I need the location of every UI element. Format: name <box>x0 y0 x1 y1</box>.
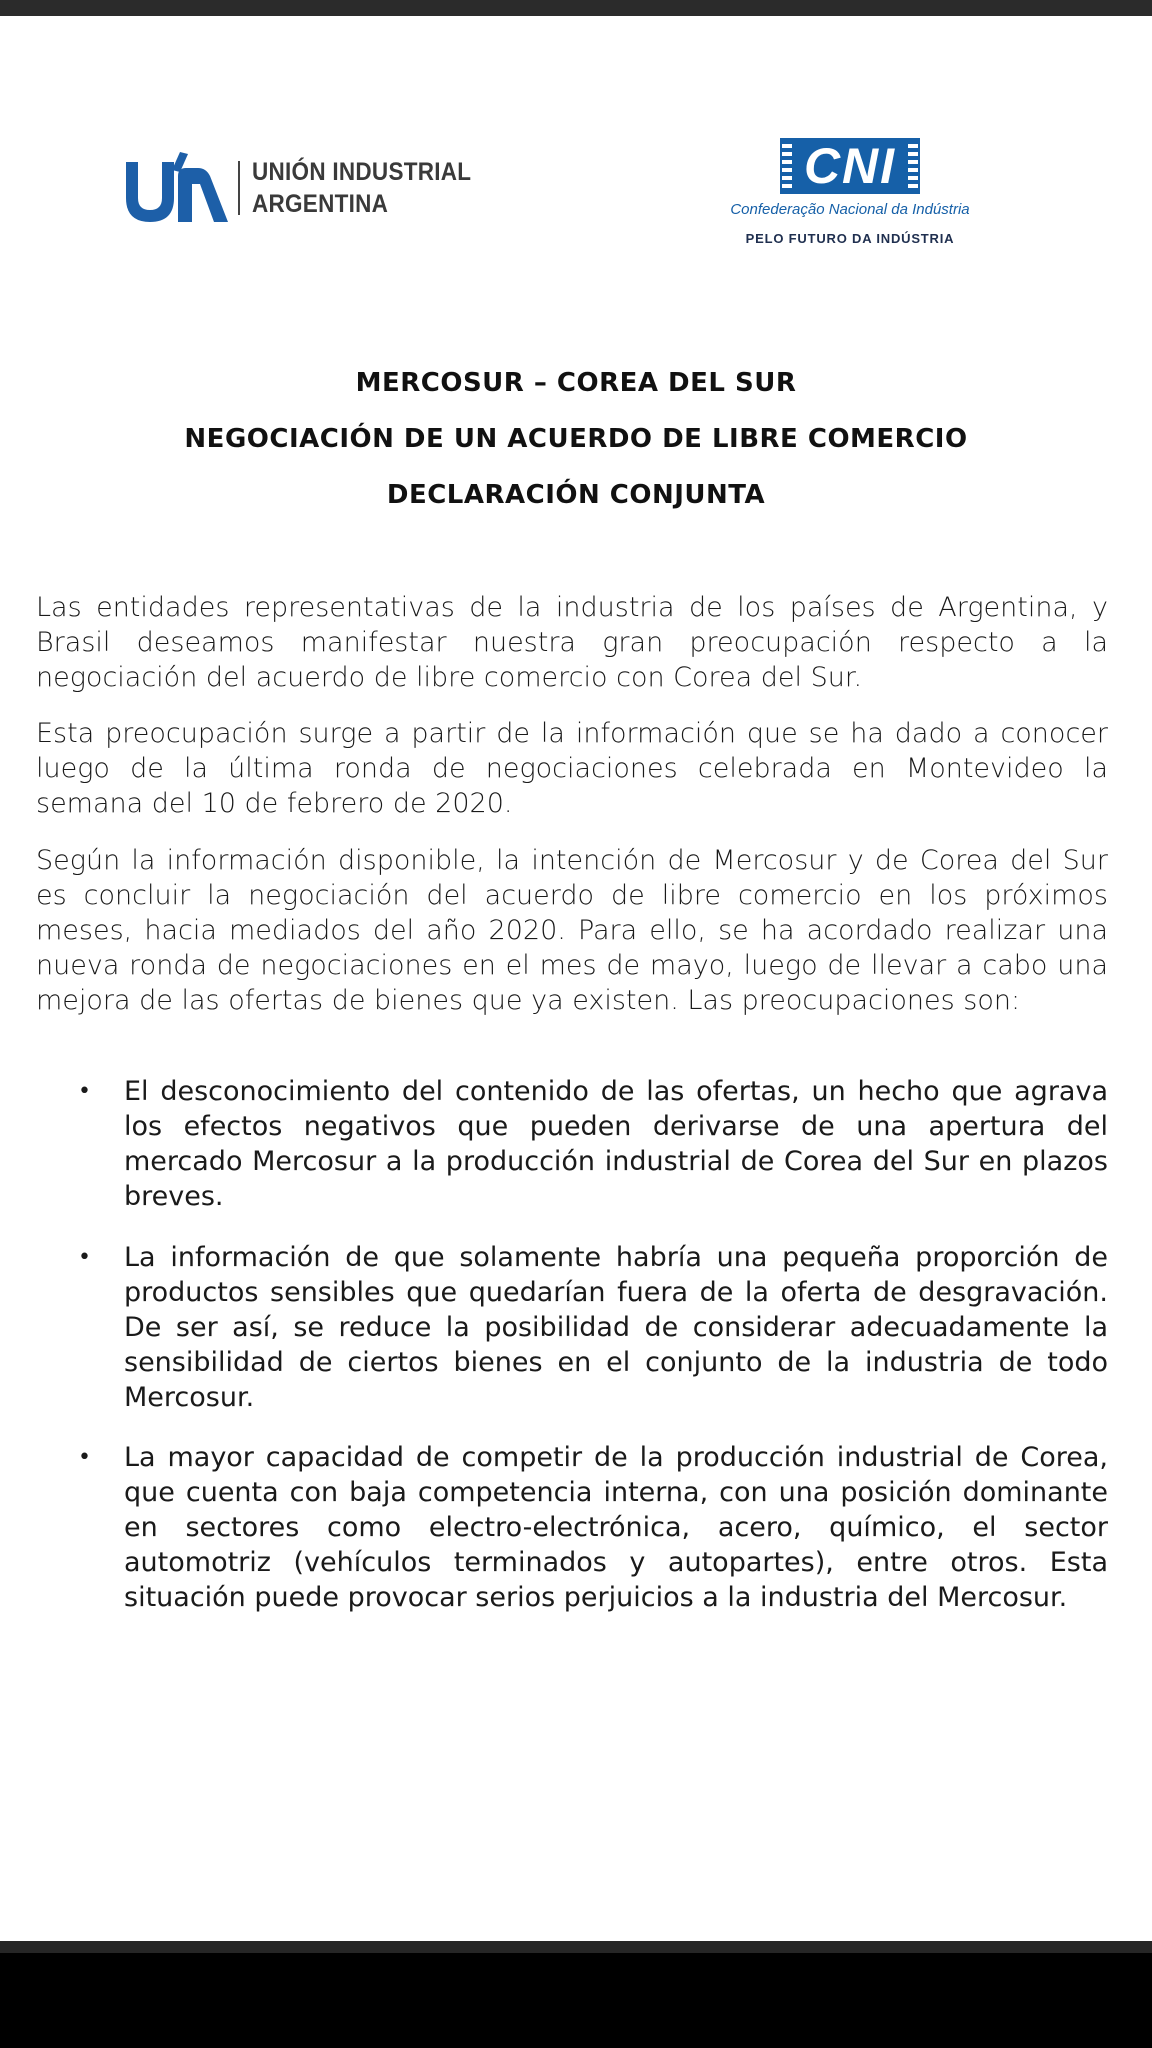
cni-name: Confederação Nacional da Indústria <box>730 201 970 218</box>
uia-logo <box>122 148 496 228</box>
paragraph-1: Las entidades representativas de la industria de los países de Argentina, y Brasil deseamos manifestar nuestra gran preocupación respecto a la negociación del acuerdo de libre comercio con Corea del Sur. <box>36 592 1108 693</box>
top-status-bar <box>0 0 1152 16</box>
cni-stripes-left <box>782 144 792 188</box>
cni-wordmark-box <box>780 138 920 194</box>
uia-mark-icon <box>122 148 232 228</box>
bullet-marker: • <box>78 1245 91 1270</box>
bullet-marker: • <box>78 1079 91 1104</box>
cni-tagline: PELO FUTURO DA INDÚSTRIA <box>745 231 955 246</box>
bullet-marker: • <box>78 1445 91 1470</box>
uia-wordmark <box>252 156 471 220</box>
title-negociacion: NEGOCIACIÓN DE UN ACUERDO DE LIBRE COMERCIO <box>184 424 968 454</box>
bullet-item-1: El desconocimiento del contenido de las ofertas, un hecho que agrava los efectos negativos que pueden derivarse de una apertura del mercado Mercosur a la producción industrial de Corea del Sur en plazos breves. <box>124 1076 1108 1212</box>
cni-stripes-right <box>908 144 918 188</box>
title-declaracion: DECLARACIÓN CONJUNTA <box>386 480 766 510</box>
uia-divider <box>238 161 240 215</box>
bottom-navigation-area <box>0 1941 1152 2048</box>
uia-line2: ARGENTINA <box>252 190 389 218</box>
cni-wordmark: CNI <box>803 138 897 194</box>
bullet-item-2: La información de que solamente habría una pequeña proporción de productos sensibles que quedarían fuera de la oferta de desgravación. De ser así, se reduce la posibilidad de considerar adecuadamente la sensibilidad de ciertos bienes en el conjunto de la industria de todo Mercosur. <box>124 1242 1108 1413</box>
paragraph-3: Según la información disponible, la intención de Mercosur y de Corea del Sur es concluir la negociación del acuerdo de libre comercio en los próximos meses, hacia mediados del año 2020. Para ello, se ha acordado realizar una nueva ronda de negociaciones en el mes de mayo, luego de llevar a cabo una mejora de las ofertas de bienes que ya existen. Las preocupaciones son: <box>36 845 1108 1016</box>
title-mercosur-corea: MERCOSUR – COREA DEL SUR <box>355 368 797 398</box>
uia-line1: UNIÓN INDUSTRIAL <box>252 158 472 186</box>
bottom-divider <box>0 1941 1152 1953</box>
bullet-item-3: La mayor capacidad de competir de la producción industrial de Corea, que cuenta con baja competencia interna, con una posición dominante en sectores como electro-electrónica, acero, químico, el sector automotriz (vehículos terminados y autopartes), entre otros. Esta situación puede provocar serios perjuicios a la industria del Mercosur. <box>124 1442 1108 1613</box>
paragraph-2: Esta preocupación surge a partir de la información que se ha dado a conocer luego de la última ronda de negociaciones celebrada en Montevideo la semana del 10 de febrero de 2020. <box>36 718 1108 819</box>
